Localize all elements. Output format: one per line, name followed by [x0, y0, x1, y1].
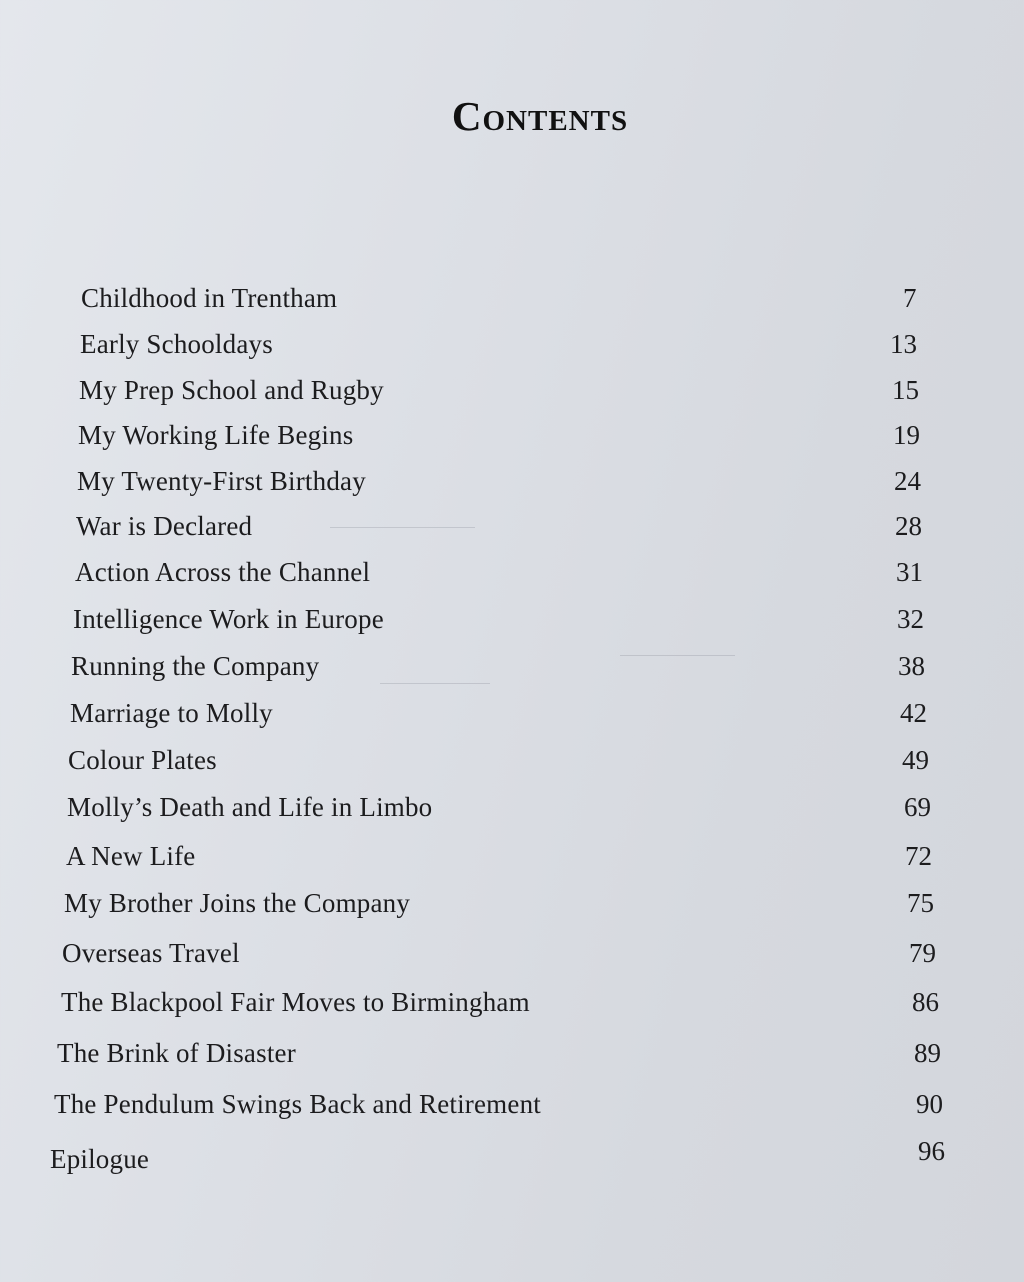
- toc-entry-title: Molly’s Death and Life in Limbo: [67, 792, 433, 822]
- toc-entry-title: A New Life: [66, 841, 196, 871]
- toc-entry-page: 32: [897, 604, 924, 634]
- toc-entry-page: 31: [896, 557, 923, 587]
- toc-entry-title: My Prep School and Rugby: [79, 375, 384, 405]
- toc-entry-page: 38: [898, 651, 925, 681]
- show-through-mark: [380, 683, 490, 684]
- toc-entry-page: 90: [916, 1089, 943, 1119]
- toc-entry-page: 15: [892, 375, 919, 405]
- toc-entry-page: 89: [914, 1038, 941, 1068]
- toc-entry-title: My Brother Joins the Company: [64, 888, 411, 918]
- toc-entry-title: The Pendulum Swings Back and Retirement: [54, 1089, 541, 1119]
- page-title: Contents: [451, 93, 629, 139]
- toc-entry-title: War is Declared: [76, 511, 253, 541]
- toc-entry-page: 7: [903, 283, 917, 313]
- toc-entry-page: 96: [918, 1136, 945, 1166]
- toc-entry-page: 28: [895, 511, 922, 541]
- toc-entry-title: Intelligence Work in Europe: [73, 604, 384, 634]
- toc-entry-title: The Blackpool Fair Moves to Birmingham: [61, 987, 530, 1017]
- toc-entry-title: The Brink of Disaster: [57, 1038, 296, 1068]
- toc-entry-page: 86: [912, 987, 939, 1017]
- toc-entry-page: 69: [904, 792, 931, 822]
- toc-entry-title: My Working Life Begins: [78, 420, 354, 450]
- toc-entry-title: Epilogue: [50, 1144, 150, 1174]
- toc-entry-page: 24: [894, 466, 921, 496]
- toc-entry-page: 49: [902, 745, 929, 775]
- toc-entry-page: 42: [900, 698, 927, 728]
- toc-entry-page: 13: [890, 329, 917, 359]
- toc-entry-title: Childhood in Trentham: [81, 283, 338, 313]
- toc-entry-title: Running the Company: [71, 651, 320, 681]
- show-through-mark: [330, 527, 475, 528]
- show-through-mark: [620, 655, 735, 656]
- toc-entry-title: Action Across the Channel: [75, 557, 371, 587]
- toc-entry-title: Early Schooldays: [80, 329, 273, 359]
- toc-entry-title: Marriage to Molly: [70, 698, 273, 728]
- toc-entry-page: 79: [909, 938, 936, 968]
- toc-entry-page: 19: [893, 420, 920, 450]
- toc-entry-title: Overseas Travel: [62, 938, 240, 968]
- toc-entry-page: 75: [907, 888, 934, 918]
- toc-entry-page: 72: [905, 841, 932, 871]
- toc-entry-title: My Twenty-First Birthday: [77, 466, 366, 496]
- toc-entry-title: Colour Plates: [68, 745, 217, 775]
